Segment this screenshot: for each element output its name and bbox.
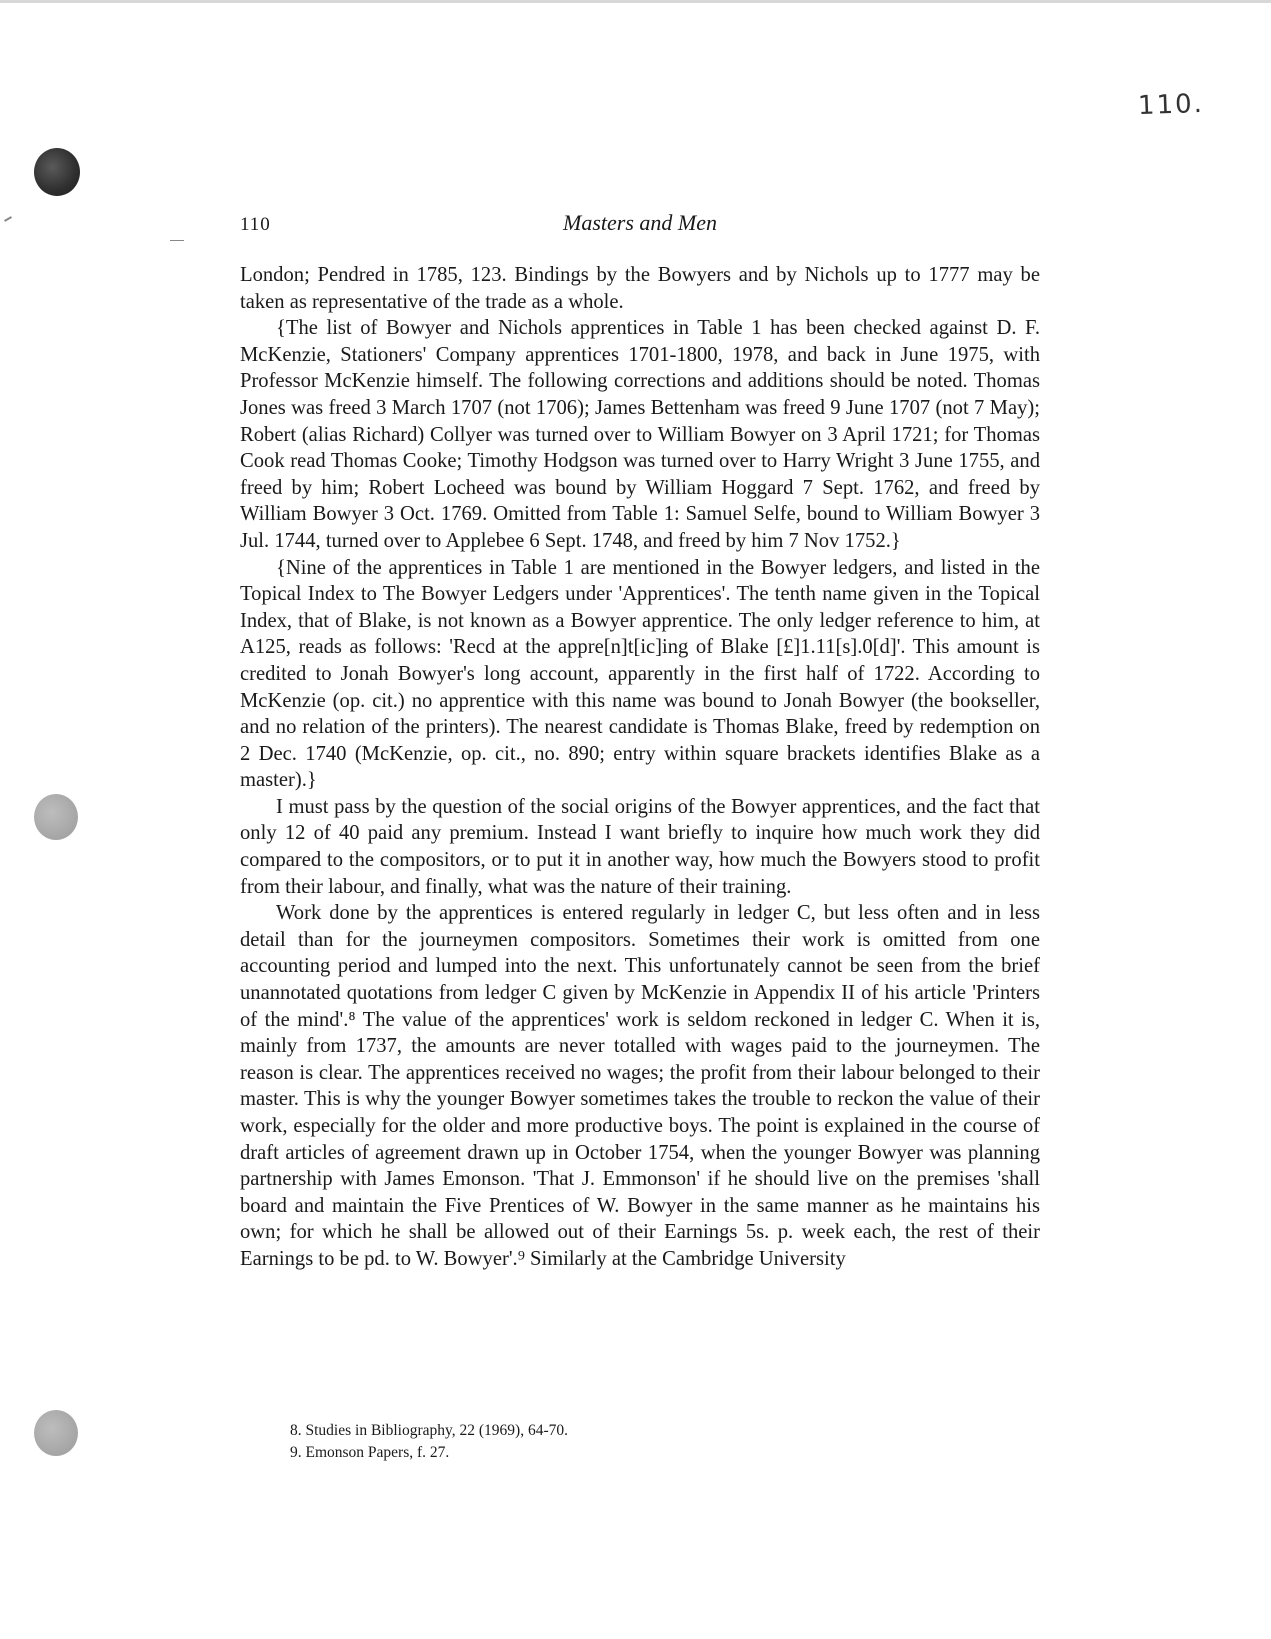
body-text — [240, 262, 1040, 1273]
punch-hole-top — [34, 148, 80, 196]
paragraph-5: Work done by the apprentices is entered regularly in ledger C, but less often and in less detail than for the journeymen compositors. Sometimes their work is omitted from one accounting period and lumped into the next. This unfortunately cannot be seen from the brief unannotated quotations from ledger C given by McKenzie in Appendix II of his article 'Printers of the mind'.⁸ The value of the apprentices' work is seldom reckoned in ledger C. When it is, mainly from 1737, the amounts are never totalled with wages paid to the journeymen. The reason is clear. The apprentices received no wages; the profit from their labour belonged to their master. This is why the younger Bowyer sometimes takes the trouble to reckon the value of their work, especially for the older and more productive boys. The point is explained in the course of draft articles of agreement drawn up in October 1754, when the younger Bowyer was planning partnership with James Emonson. 'That J. Emmonson' if he should live on the premises 'shall board and maintain the Five Prentices of W. Bowyer in the same manner as he maintains his own; for which he shall be allowed out of their Earnings 5s. p. week each, the rest of their Earnings to be pd. to W. Bowyer'.⁹ Similarly at the Cambridge University — [240, 902, 1040, 1270]
footnote-9: 9. Emonson Papers, f. 27. — [290, 1444, 450, 1461]
punch-hole-bottom — [34, 1410, 78, 1456]
page-header — [240, 210, 1040, 240]
footnotes — [290, 1420, 990, 1464]
footnote-8: 8. Studies in Bibliography, 22 (1969), 64-70. — [290, 1422, 568, 1439]
running-title: Masters and Men — [563, 210, 717, 235]
handwritten-page-number: 110. — [1137, 88, 1205, 122]
paragraph-4: I must pass by the question of the social origins of the Bowyer apprentices, and the fact that only 12 of 40 paid any premium. Instead I want briefly to inquire how much work they did compared to the compositors, or to put it in another way, how much the Bowyers stood to profit from their labour, and finally, what was the nature of their training. — [240, 795, 1040, 898]
paragraph-3: {Nine of the apprentices in Table 1 are mentioned in the Bowyer ledgers, and listed in the Topical Index to The Bowyer Ledgers under 'Apprentices'. The tenth name given in the Topical Index, that of Blake, is not known as a Bowyer apprentice. The only ledger reference to him, at A125, reads as follows: 'Recd at the appre[n]t[ic]ing of Blake [£]1.11[s].0[d]'. This amount is credited to Jonah Bowyer's long account, apparently in the first half of 1722. According to McKenzie (op. cit.) no apprentice with this name was bound to Jonah Bowyer (the bookseller, and no relation of the printers). The nearest candidate is Thomas Blake, freed by redemption on 2 Dec. 1740 (McKenzie, op. cit., no. 890; entry within square brackets identifies Blake as a master).} — [240, 556, 1040, 792]
folio-number: 110 — [240, 214, 271, 235]
scan-top-edge — [0, 0, 1271, 3]
paragraph-1: London; Pendred in 1785, 123. Bindings by the Bowyers and by Nichols up to 1777 may be taken as representative of the trade as a whole. — [240, 264, 1040, 313]
punch-hole-middle — [34, 794, 78, 840]
margin-mark — [4, 216, 12, 222]
paragraph-2: {The list of Bowyer and Nichols apprentices in Table 1 has been checked against D. F. McKenzie, Stationers' Company apprentices 1701-1800, 1978, and back in June 1975, with Professor McKenzie himself. The following corrections and additions should be noted. Thomas Jones was freed 3 March 1707 (not 1706); James Bettenham was freed 9 June 1707 (not 7 May); Robert (alias Richard) Collyer was turned over to William Bowyer on 3 April 1721; for Thomas Cook read Thomas Cooke; Timothy Hodgson was turned over to Harry Wright 3 June 1755, and freed by him; Robert Locheed was bound by William Hoggard 7 Sept. 1762, and freed by William Bowyer 3 Oct. 1769. Omitted from Table 1: Samuel Selfe, bound to William Bowyer 3 Jul. 1744, turned over to Applebee 6 Sept. 1748, and freed by him 7 Nov 1752.} — [240, 317, 1040, 552]
margin-mark — [170, 240, 184, 241]
